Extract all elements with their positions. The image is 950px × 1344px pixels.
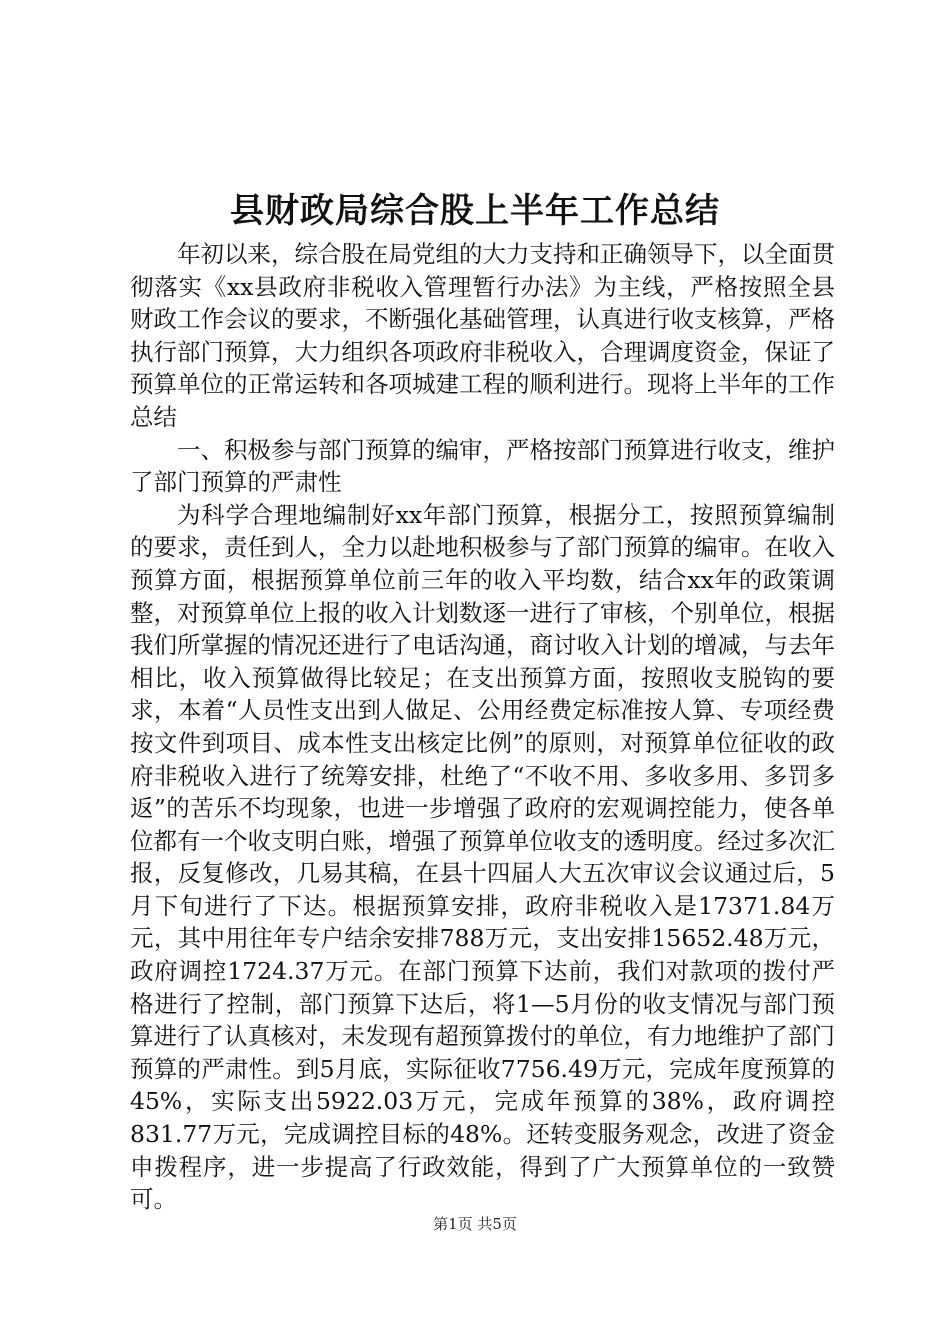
paragraph-section-heading: 一、积极参与部门预算的编审，严格按部门预算进行收支，维护了部门预算的严肃性: [130, 435, 835, 497]
paragraph-intro: 年初以来，综合股在局党组的大力支持和正确领导下，以全面贯彻落实《xx县政府非税收入管理暂行办法》为主线，严格按照全县财政工作会议的要求，不断强化基础管理，认真进行收支核算，严格执行部门预算，大力组织各项政府非税收入，合理调度资金，保证了预算单位的正常运转和各项城建工程的顺利进行。现将上半年的工作总结: [130, 240, 835, 431]
page-footer: 第1页 共5页: [433, 1215, 517, 1233]
document-title: 县财政局综合股上半年工作总结: [230, 191, 720, 231]
document-body: [130, 238, 835, 1216]
paragraph-budget-details: 为科学合理地编制好xx年部门预算，根据分工，按照预算编制的要求，责任到人，全力以赴地积极参与了部门预算的编审。在收入预算方面，根据预算单位前三年的收入平均数，结合xx年的政策调整，对预算单位上报的收入计划数逐一进行了审核，个别单位，根据我们所掌握的情况还进行了电话沟通，商讨收入计划的增减，与去年相比，收入预算做得比较足；在支出预算方面，按照收支脱钩的要求，本着“人员性支出到人做足、公用经费定标准按人算、专项经费按文件到项目、成本性支出核定比例”的原则，对预算单位征收的政府非税收入进行了统筹安排，杜绝了“不收不用、多收多用、多罚多返”的苦乐不均现象，也进一步增强了政府的宏观调控能力，使各单位都有一个收支明白账，增强了预算单位收支的透明度。经过多次汇报，反复修改，几易其稿，在县十四届人大五次审议会议通过后，5月下旬进行了下达。根据预算安排，政府非税收入是17371.84万元，其中用往年专户结余安排788万元，支出安排15652.48万元，政府调控1724.37万元。在部门预算下达前，我们对款项的拨付严格进行了控制，部门预算下达后，将1—5月份的收支情况与部门预算进行了认真核对，未发现有超预算拨付的单位，有力地维护了部门预算的严肃性。到5月底，实际征收7756.49万元，完成年度预算的45%，实际支出5922.03万元，完成年预算的38%，政府调控831.77万元，完成调控目标的48%。还转变服务观念，改进了资金申拨程序，进一步提高了行政效能，得到了广大预算单位的一致赞可。: [130, 500, 835, 1214]
